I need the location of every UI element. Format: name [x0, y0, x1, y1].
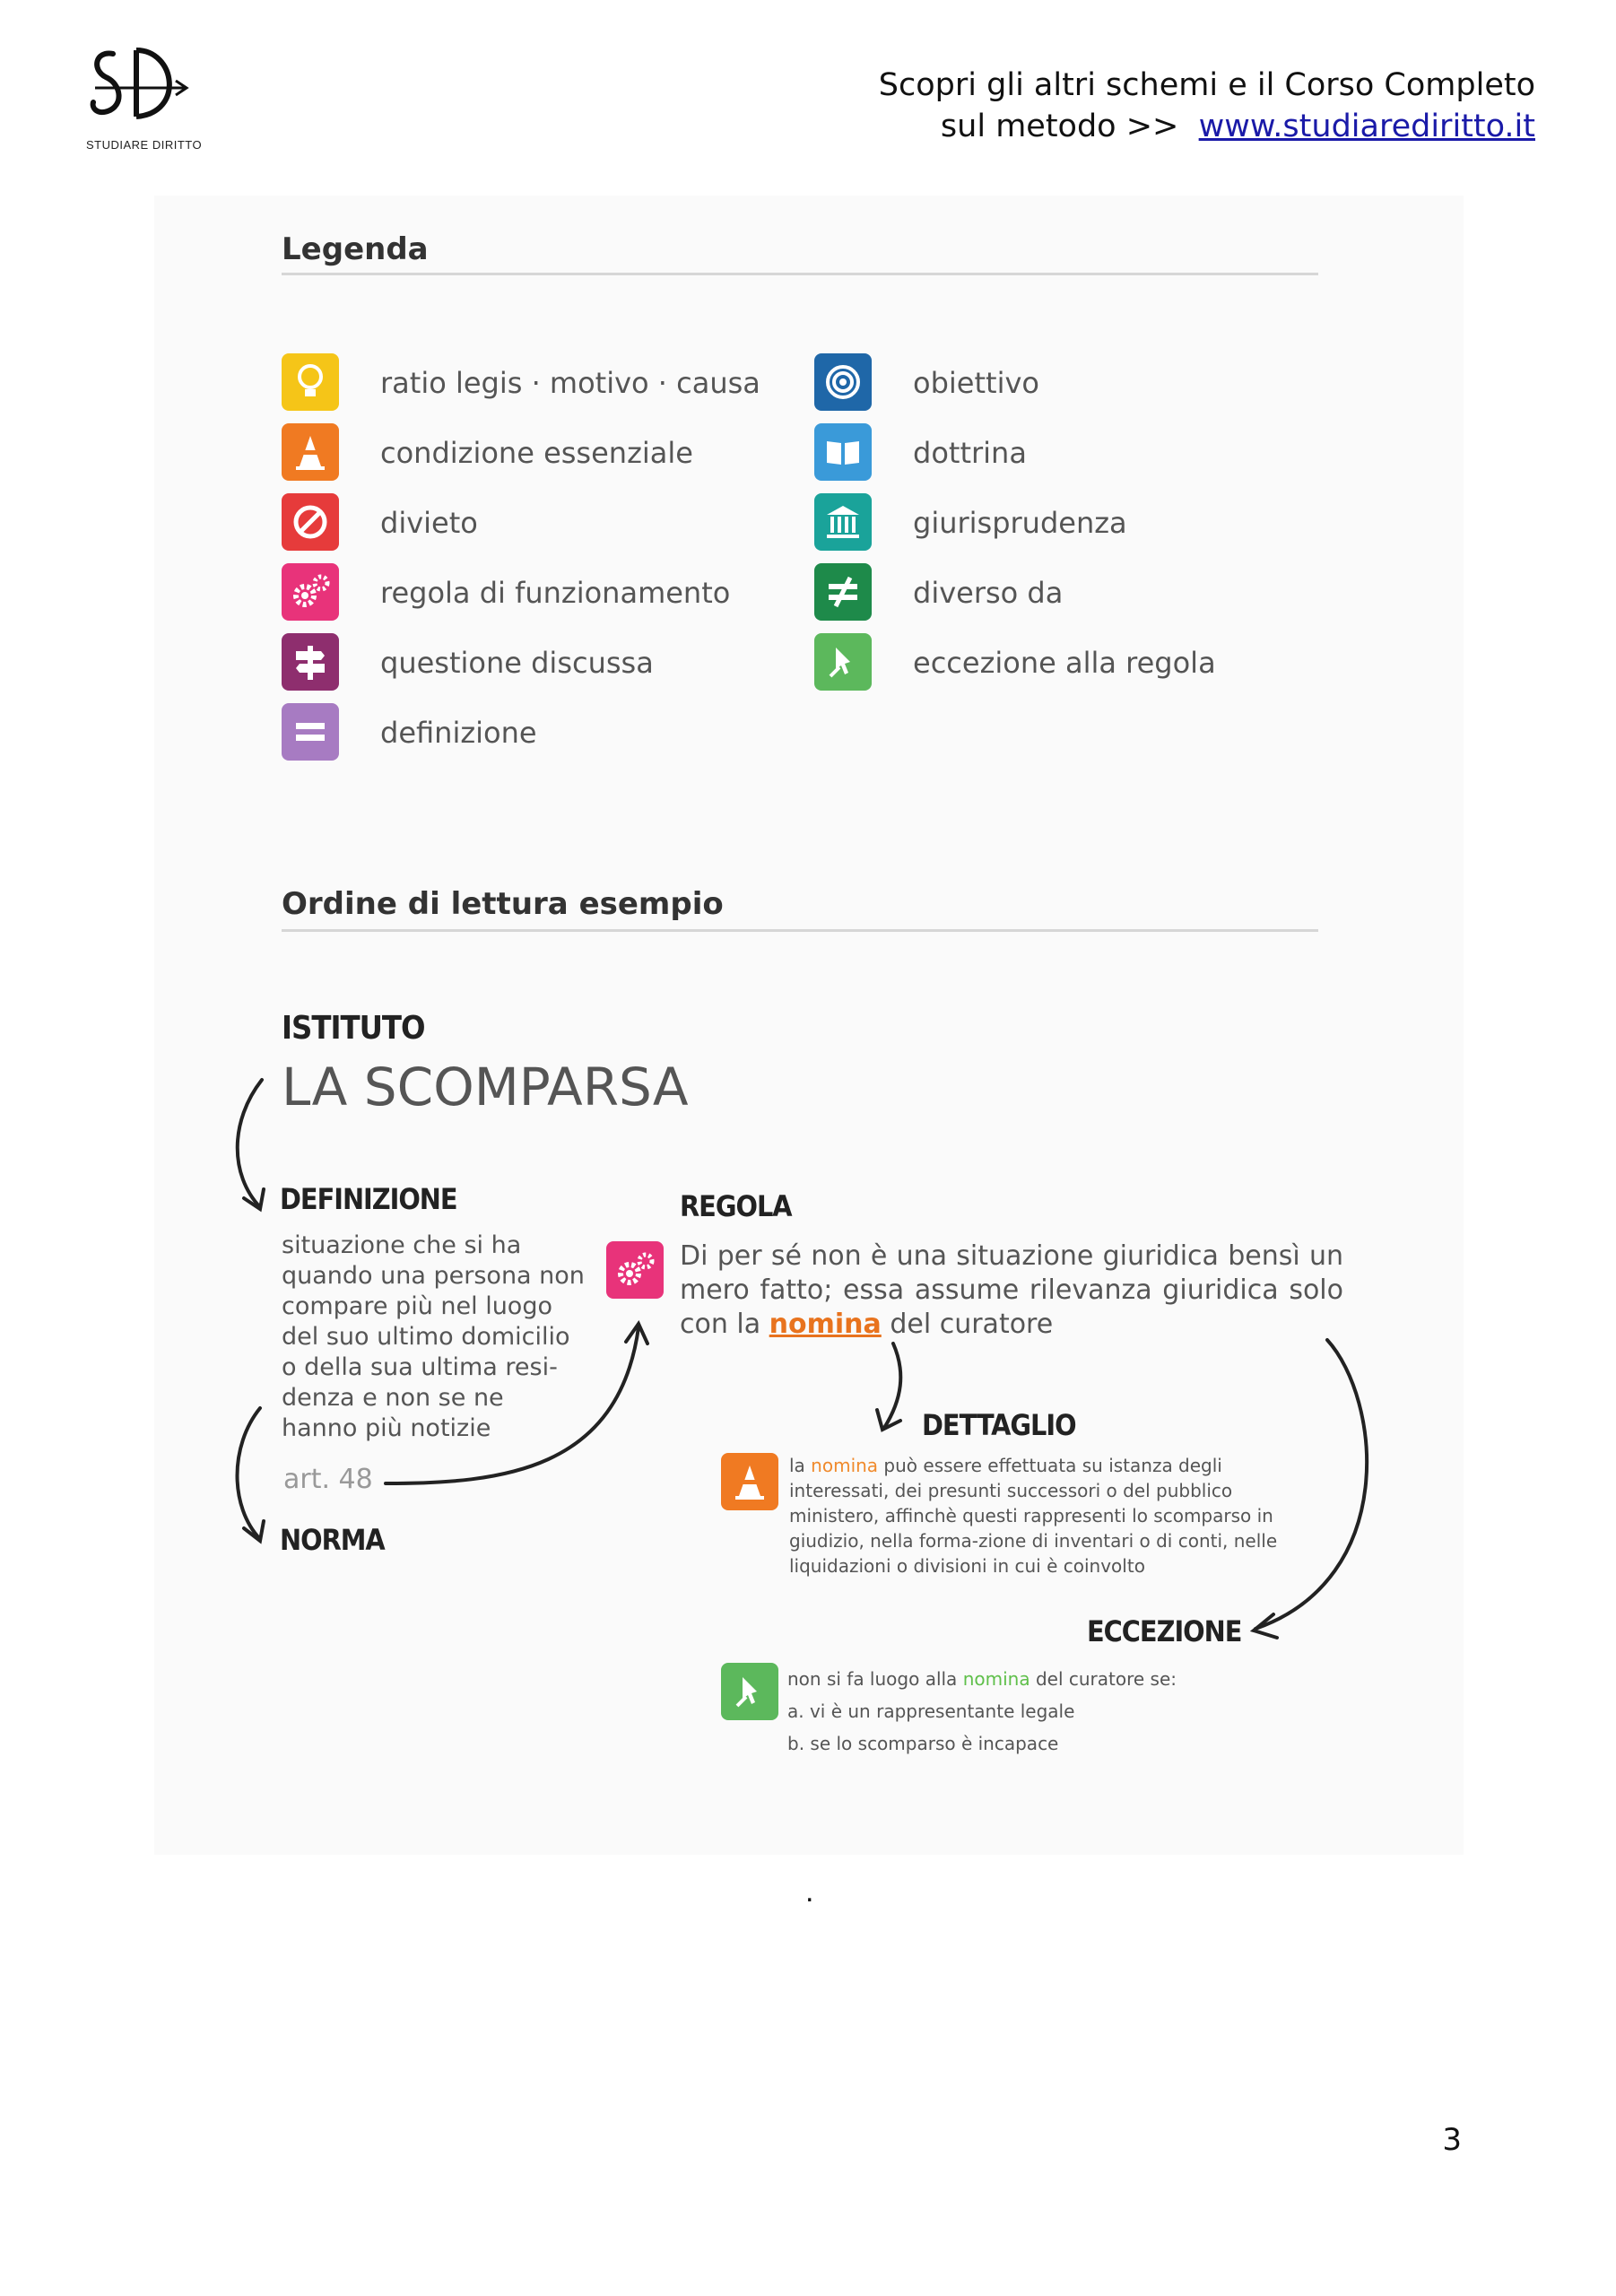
promo-prefix: sul metodo >>	[940, 109, 1179, 144]
regola-keyword: nomina	[769, 1309, 882, 1340]
istituto-name: LA SCOMPARSA	[282, 1057, 689, 1118]
dettaglio-body: può essere effettuata su istanza degli interessati, dei presunti successori o del pubblico ministero, affinchè questi rappresenti lo scomparso in giudizio, nella forma-zione di inventari o di conti, nelle liquidazioni o divisioni in cui è coinvolto	[789, 1455, 1278, 1577]
legend-label: dottrina	[913, 436, 1027, 470]
arrow-article-to-regola	[386, 1327, 639, 1483]
promo-line-1: Scopri gli altri schemi e il Corso Completo	[878, 67, 1535, 103]
example-title: Ordine di lettura esempio	[282, 886, 724, 922]
dettaglio-prefix: la	[789, 1455, 805, 1476]
article-reference: art. 48	[283, 1464, 373, 1495]
legend-label: eccezione alla regola	[913, 646, 1216, 680]
regola-label: REGOLA	[680, 1189, 792, 1223]
definizione-text: situazione che si ha quando una persona non compare più nel luogo del suo ultimo domicilio o della sua ultima resi-denza e non se ne hanno più notizie	[282, 1231, 585, 1442]
norma-label: NORMA	[280, 1523, 385, 1557]
website-link[interactable]: www.studiarediritto.it	[1198, 109, 1535, 144]
eccezione-prefix: non si fa luogo alla	[787, 1668, 958, 1690]
legend-label: regola di funzionamento	[380, 576, 731, 610]
page-number: 3	[1442, 2122, 1462, 2158]
eccezione-item-a: a. vi è un rappresentante legale	[787, 1700, 1075, 1722]
arrow-to-eccezione	[1255, 1340, 1367, 1629]
legend-label: ratio legis · motivo · causa	[380, 366, 760, 400]
legend-label: condizione essenziale	[380, 436, 693, 470]
legend-label: diverso da	[913, 576, 1064, 610]
footer-dot: .	[805, 1874, 814, 1909]
legend-label: definizione	[380, 716, 537, 750]
legend-label: divieto	[380, 506, 478, 540]
regola-text-after: del curatore	[890, 1309, 1054, 1340]
logo-text: STUDIARE DIRITTO	[86, 138, 203, 152]
istituto-label: ISTITUTO	[282, 1010, 425, 1047]
dettaglio-keyword: nomina	[811, 1455, 879, 1476]
eccezione-suffix: del curatore se:	[1035, 1668, 1177, 1690]
eccezione-label: ECCEZIONE	[1087, 1614, 1242, 1648]
eccezione-keyword: nomina	[962, 1668, 1030, 1690]
regola-text-before: Di per sé non è una situazione giuridica bensì un mero fatto; essa assume rilevanza giuridica solo con la	[680, 1240, 1343, 1340]
arrow-regola-to-dettaglio	[884, 1344, 900, 1428]
legend-label: giurisprudenza	[913, 506, 1127, 540]
definizione-label: DEFINIZIONE	[280, 1182, 457, 1216]
arrow-istituto-to-definizione	[238, 1080, 262, 1207]
arrow-to-norma	[238, 1408, 261, 1539]
legend-label: obiettivo	[913, 366, 1039, 400]
legend-title: Legenda	[282, 231, 429, 267]
eccezione-item-b: b. se lo scomparso è incapace	[787, 1733, 1059, 1754]
dettaglio-label: DETTAGLIO	[922, 1408, 1076, 1442]
legend-label: questione discussa	[380, 646, 654, 680]
